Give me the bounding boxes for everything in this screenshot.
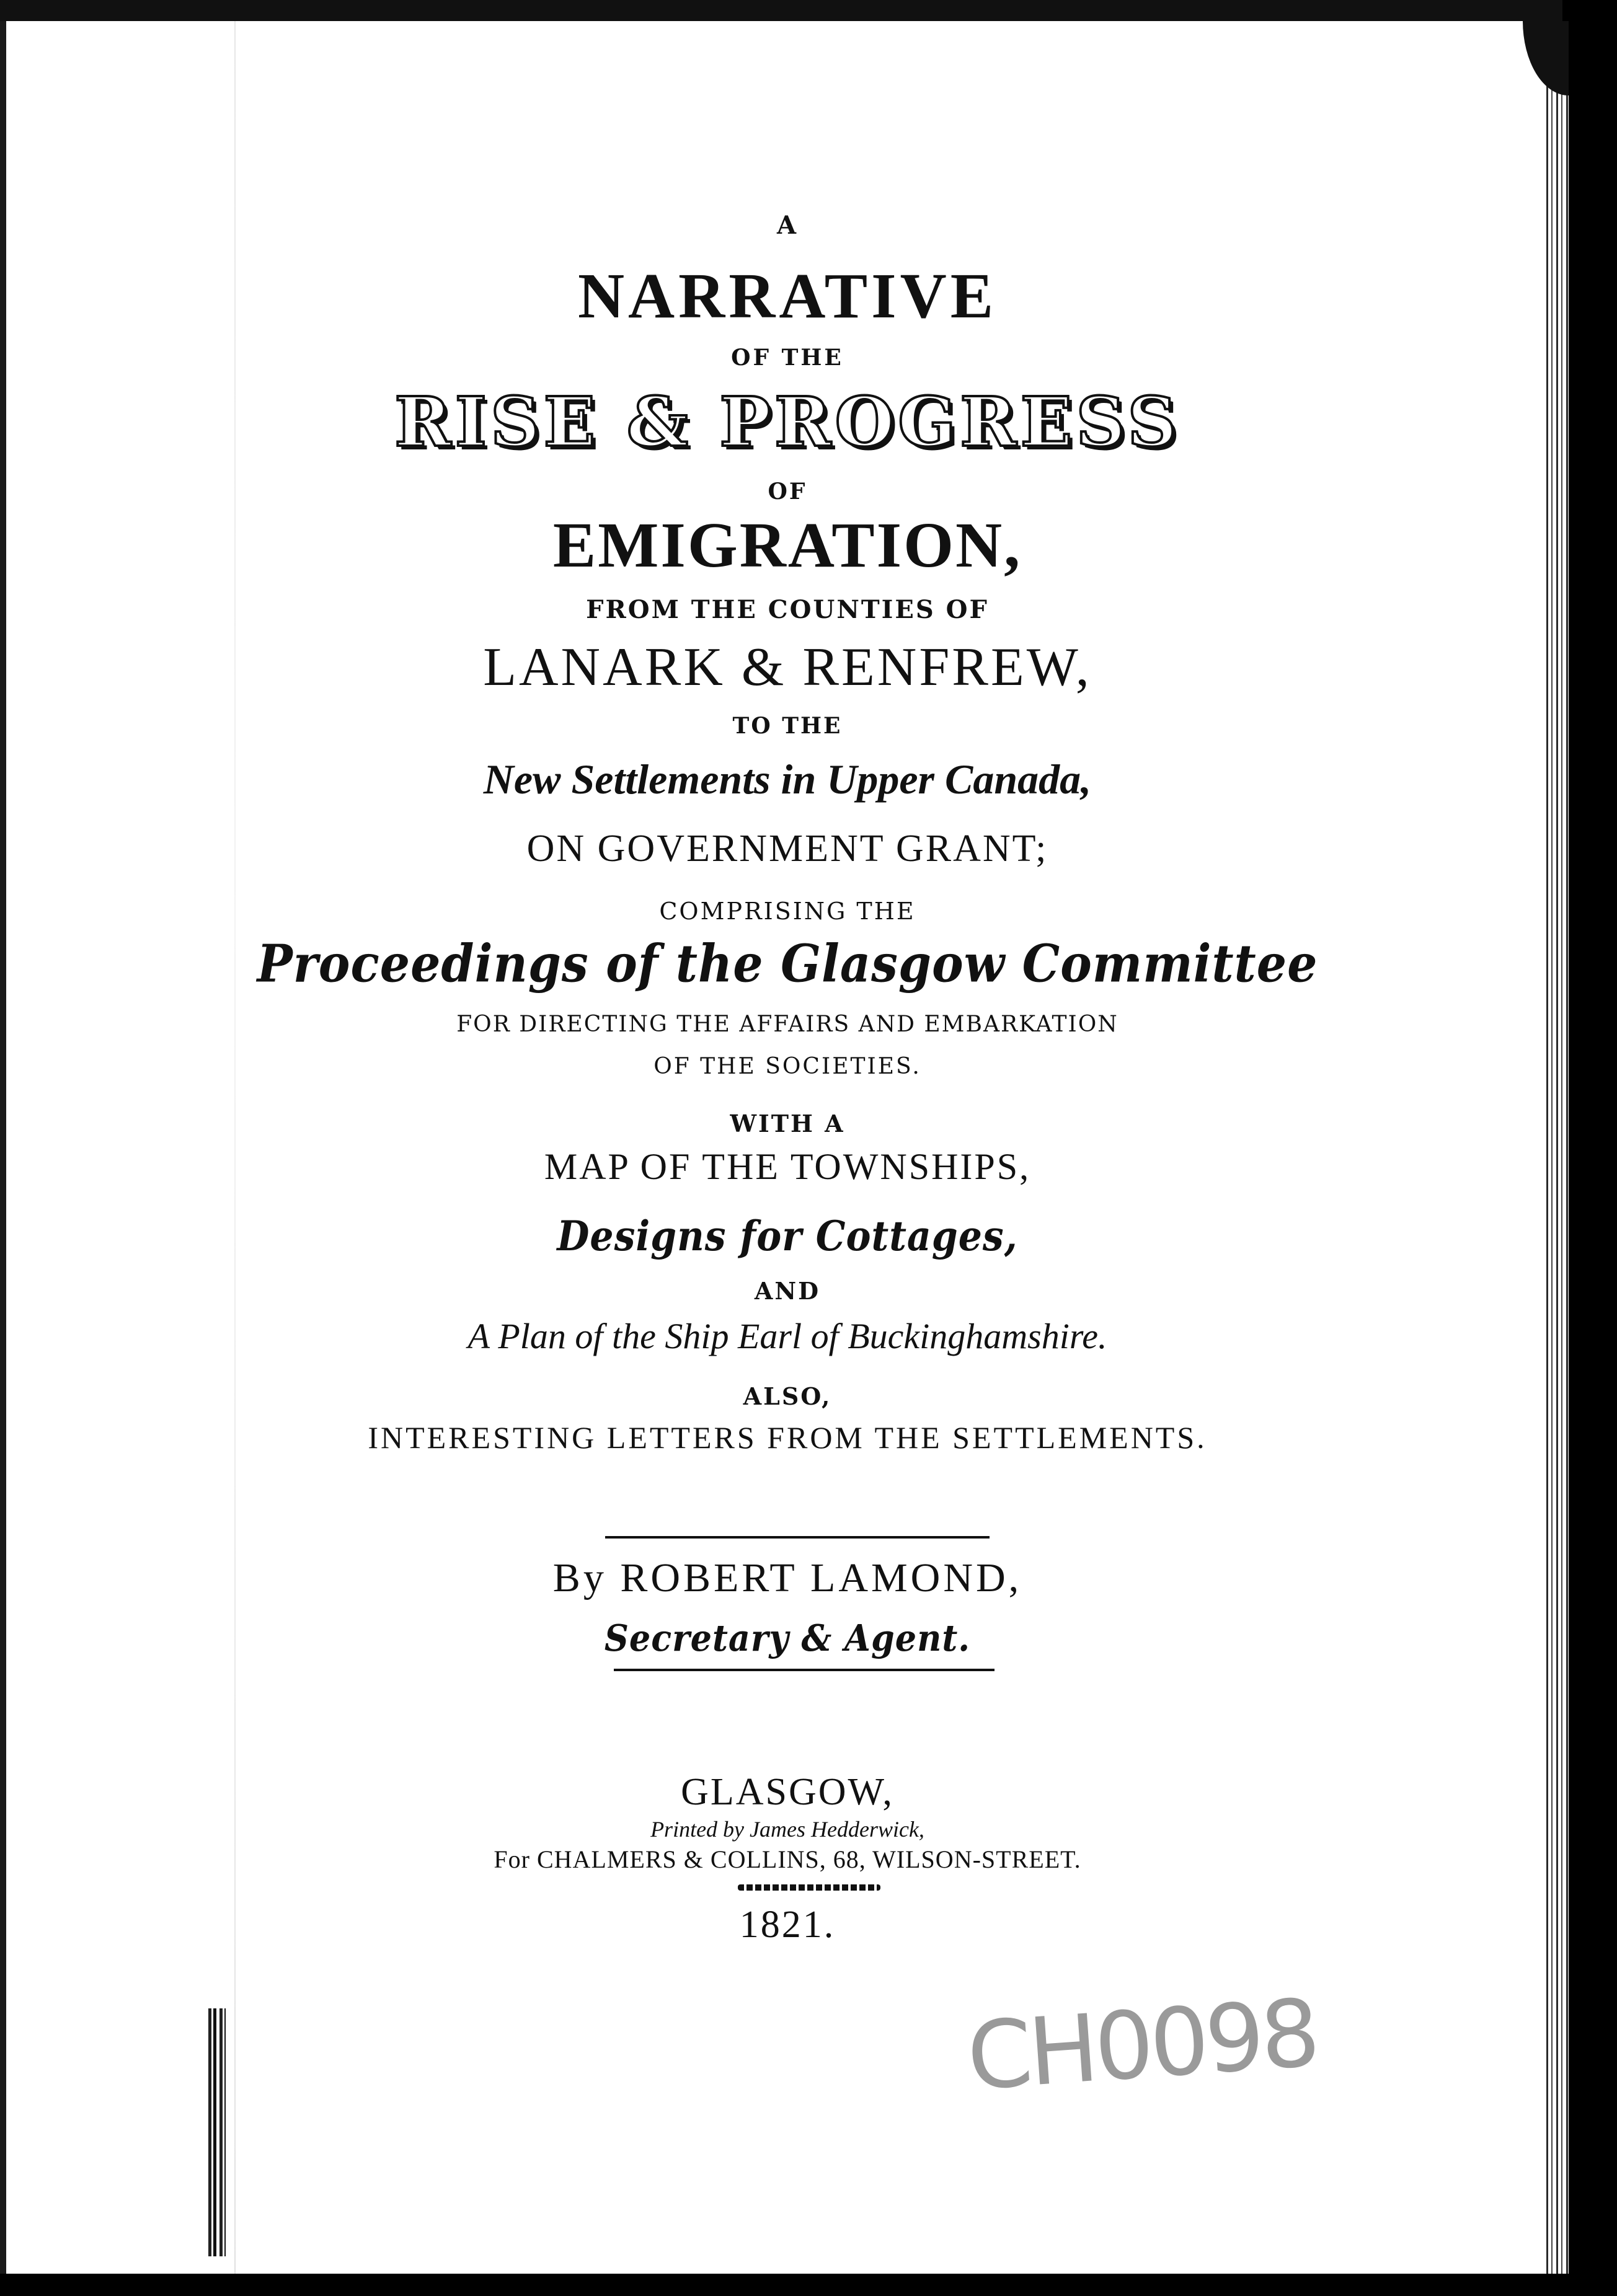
- city-line: GLASGOW,: [681, 1771, 894, 1813]
- author-rule-top: [605, 1536, 990, 1539]
- emigration-line: EMIGRATION,: [552, 510, 1022, 581]
- government-grant-line: ON GOVERNMENT GRANT;: [526, 828, 1048, 870]
- new-settlements-line: New Settlements in Upper Canada,: [483, 756, 1092, 803]
- year-line: 1821.: [739, 1904, 836, 1946]
- also-line: ALSO,: [743, 1382, 832, 1410]
- of-line-1: OF: [768, 479, 807, 505]
- author-line: By ROBERT LAMOND,: [552, 1555, 1022, 1601]
- printer-line: Printed by James Hedderwick,: [650, 1817, 924, 1842]
- designs-line: Designs for Cottages,: [557, 1212, 1018, 1261]
- scan-right-edge: [1569, 0, 1617, 2296]
- title-main: NARRATIVE: [577, 260, 998, 332]
- publisher-line: For CHALMERS & COLLINS, 68, WILSON-STREET.: [494, 1845, 1081, 1873]
- scan-bottom-edge: [0, 2274, 1617, 2296]
- letters-line: INTERESTING LETTERS FROM THE SETTLEMENTS.: [368, 1420, 1207, 1455]
- societies-line: OF THE SOCIETIES.: [653, 1054, 921, 1079]
- from-counties-line: FROM THE COUNTIES OF: [586, 595, 989, 624]
- binding-shadow: [0, 21, 6, 2274]
- rise-progress-line: RISE & PROGRESS: [394, 382, 1181, 462]
- handwritten-catalog-number: CH0098: [964, 1979, 1320, 2112]
- author-rule-bottom: [614, 1669, 995, 1671]
- to-the-line: TO THE: [732, 713, 843, 739]
- of-the-line-1: OF THE: [731, 345, 844, 371]
- title-article: A: [776, 211, 799, 240]
- scan-top-edge: [0, 0, 1562, 21]
- proceedings-line: Proceedings of the Glasgow Committee: [257, 933, 1318, 994]
- map-line: MAP OF THE TOWNSHIPS,: [544, 1146, 1031, 1187]
- with-a-line: WITH A: [730, 1110, 845, 1137]
- directing-line: FOR DIRECTING THE AFFAIRS AND EMBARKATION: [456, 1012, 1119, 1037]
- comprising-line: COMPRISING THE: [659, 898, 916, 925]
- author-role-line: Secretary & Agent.: [604, 1615, 971, 1660]
- plan-line: A Plan of the Ship Earl of Buckinghamshire.: [467, 1316, 1107, 1356]
- counties-line: LANARK & RENFREW,: [483, 637, 1092, 697]
- spine-mark: [208, 2008, 226, 2256]
- ornamental-rule: [738, 1884, 880, 1891]
- and-line: AND: [754, 1277, 821, 1305]
